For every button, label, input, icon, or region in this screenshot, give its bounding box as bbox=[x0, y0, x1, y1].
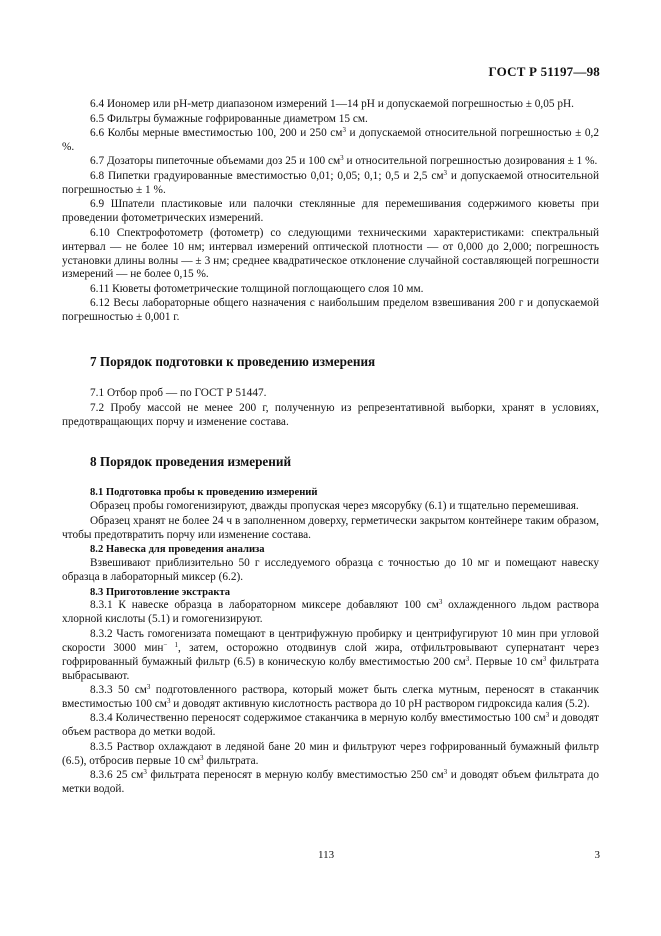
subsection-8-2-heading: 8.2 Навеска для проведения анализа bbox=[90, 544, 265, 556]
document-header: ГОСТ Р 51197—98 bbox=[488, 64, 600, 79]
item-6-6: 6.6 Колбы мерные вместимостью 100, 200 и 250 $см^3$ и допускаемой относительной погрешностью ± 0,2 %. bbox=[62, 126, 599, 153]
item-8-3-6: 8.3.6 25 $см^3$ фильтрата переносят в мерную колбу вместимостью 250 $см^3$ и доводят объем фильтрата до метки водой. bbox=[62, 768, 599, 796]
item-6-8: 6.8 Пипетки градуированные вместимостью 0,01; 0,05; 0,1; 0,5 и 2,5 $см^3$ и допускаемой относительной погрешностью ± 1 %. bbox=[62, 168, 600, 196]
item-7-1: 7.1 Отбор проб — по ГОСТ Р 51447. bbox=[90, 387, 267, 400]
section-8-heading: 8 Порядок проведения измерений bbox=[90, 454, 292, 470]
item-8-1-b: Образец хранят не более 24 ч в заполненном доверху, герметически закрытом контейнере таким образом, чтобы предотвратить порчу или изменение состава. bbox=[62, 514, 599, 541]
item-8-3-5: 8.3.5 Раствор охлаждают в ледяной бане 20 мин и фильтруют через гофрированный бумажный фильтр (6.5), отбросив первые 10 $см^3$ фильтрата. bbox=[62, 740, 599, 767]
item-8-3-3: 8.3.3 50 $см^3$ подготовленного раствора, который может быть слегка мутным, переносят в стаканчик вместимостью 100 $см^3$ и доводят активную кислотность раствора до 10 рН раствором гидроксида калия (5.2). bbox=[62, 683, 599, 710]
item-8-3-1: 8.3.1 К навеске образца в лабораторном миксере добавляют 100 $см^3$ охлажденного льдом раствора хлорной кислоты (5.1) и гомогенизируют. bbox=[62, 598, 599, 626]
item-6-7: 6.7 Дозаторы пипеточные объемами доз 25 и 100 $см^3$ и относительной погрешностью дозирования ± 1 %. bbox=[90, 154, 598, 168]
item-8-3-2: 8.3.2 Часть гомогенизата помещают в центрифужную пробирку и центрифугируют 10 мин при угловой скорости 3000 мин$^{- 1}$, затем, осторожно отодвинув слой жира, отфильтровывают супернатант через гофрированный бумажный фильтр (6.5) в коническую колбу вместимостью 200 $см^3$. Первые 10 $см^3$ фильтрата выбрасывают. bbox=[62, 627, 600, 682]
item-8-2: Взвешивают приблизительно 50 г исследуемого образца с точностью до 10 мг и помещают навеску образца в лабораторный миксер (6.2). bbox=[62, 557, 599, 583]
sheet-number: 3 bbox=[594, 849, 600, 861]
item-6-12: 6.12 Весы лабораторные общего назначения с наибольшим пределом взвешивания 200 г и допускаемой погрешностью ± 0,001 г. bbox=[62, 297, 599, 324]
section-7-heading: 7 Порядок подготовки к проведению измерения bbox=[90, 354, 376, 370]
subsection-8-3-heading: 8.3 Приготовление экстракта bbox=[90, 586, 231, 598]
document-body bbox=[62, 98, 599, 798]
item-6-10: 6.10 Спектрофотометр (фотометр) со следующими техническими характеристиками: спектральный интервал — не более 10 нм; интервал измерений оптической плотности — от 0,000 до 2,000; погрешность установки длины волны — ± 3 нм; среднее квадратическое отклонение случайной составляющей погрешности измерений — не более 0,15 %. bbox=[62, 226, 599, 281]
subsection-8-1-heading: 8.1 Подготовка пробы к проведению измерений bbox=[90, 487, 318, 499]
page-number: 113 bbox=[318, 849, 335, 861]
item-8-1-a: Образец пробы гомогенизируют, дважды пропуская через мясорубку (6.1) и тщательно перемешивая. bbox=[90, 500, 579, 513]
item-7-2: 7.2 Пробу массой не менее 200 г, полученную из репрезентативной выборки, хранят в условиях, предотвращающих порчу и изменение состава. bbox=[62, 401, 599, 428]
item-6-5: 6.5 Фильтры бумажные гофрированные диаметром 15 см. bbox=[90, 112, 368, 125]
item-8-3-4: 8.3.4 Количественно переносят содержимое стаканчика в мерную колбу вместимостью 100 $см^3$ и доводят объем раствора до метки водой. bbox=[62, 711, 599, 739]
item-6-4: 6.4 Иономер или рН-метр диапазоном измерений 1—14 рН и допускаемой погрешностью ± 0,05 рН. bbox=[90, 98, 575, 110]
item-6-11: 6.11 Кюветы фотометрические толщиной поглощающего слоя 10 мм. bbox=[90, 282, 424, 295]
item-6-9: 6.9 Шпатели пластиковые или палочки стеклянные для перемешивания содержимого кюветы при проведении фотометрических измерений. bbox=[62, 198, 599, 225]
